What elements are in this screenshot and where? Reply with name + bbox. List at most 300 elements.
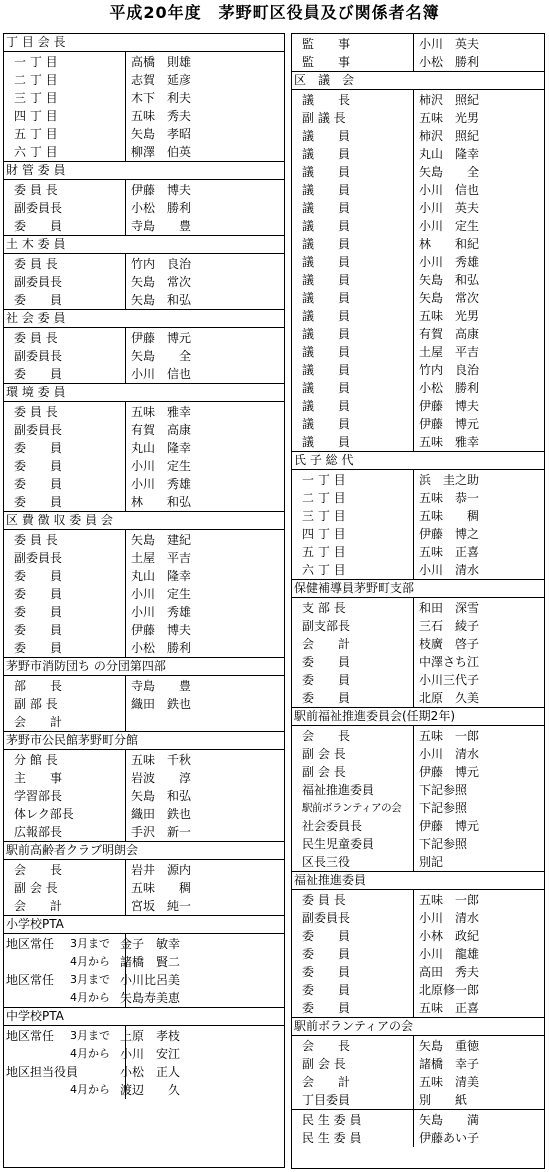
table-row [292,799,544,817]
role-label: 四 丁 目 [14,109,58,123]
term-label: 3月まで [70,1029,110,1042]
person-name: 矢島 常次 [131,275,192,289]
table-row [4,567,284,585]
role-label: 委 員 [14,623,63,637]
table-row [292,361,544,379]
table-row [292,1037,544,1055]
person-name: 小川 英夫 [419,201,480,215]
table-row [4,935,284,953]
role-label: 一 丁 目 [302,473,346,487]
person-name: 五味 雅幸 [419,435,480,449]
table-row [4,1027,284,1045]
person-name: 矢島 常次 [419,291,480,305]
table-row [292,109,544,127]
role-label [4,1081,114,1099]
role-label: 委 員 長 [302,893,346,907]
table-row [292,235,544,253]
role-label: 議 員 [302,165,351,179]
role-label: 委 員 長 [14,405,58,419]
table-row [292,999,544,1017]
person-name: 手沢 新一 [131,825,192,839]
role-label: 会 計 [302,637,351,651]
person-name: 小川 英夫 [419,37,480,51]
person-name: 五味 雅幸 [131,405,192,419]
table-row [4,989,284,1007]
table-row [4,585,284,603]
section [292,1018,544,1110]
role-label: 委 員 長 [14,533,58,547]
section [4,310,284,384]
section [292,580,544,708]
table-row [292,199,544,217]
person-name: 伊藤 博夫 [131,183,192,197]
table-row [292,963,544,981]
role-label: 会 計 [14,715,63,729]
table-row [292,671,544,689]
section [4,658,284,732]
table-row [4,329,284,347]
role-label: 委 員 [14,459,63,473]
section-title: 土 木 委 員 [4,236,284,254]
table-row [292,181,544,199]
role-label: 民 生 委 員 [302,1113,362,1127]
role-label: 一 丁 目 [14,55,58,69]
role-label: 三 丁 目 [14,91,58,105]
table-row [292,945,544,963]
table-row [4,787,284,805]
role-label: 丁目委員 [302,1093,351,1107]
person-name: 寺島 豊 [131,219,192,233]
table-row [292,927,544,945]
person-name: 竹内 良治 [419,363,480,377]
role-label: 委 員 [302,983,351,997]
person-name: 小川比呂美 [120,973,181,987]
person-name: 小川 定生 [131,459,192,473]
table-row [292,817,544,835]
role-label: 委 員 [302,691,351,705]
person-name: 五味 稠 [131,881,192,895]
role-label: 副 会 長 [302,1057,346,1071]
role-label: 委 員 [302,965,351,979]
page-title: 平成20年度 茅野町区役員及び関係者名簿 [109,3,440,22]
section-title: 駅前福祉推進委員会(任期2年) [292,708,544,726]
role-label: 委 員 [14,495,63,509]
role-label [4,1063,114,1081]
table-row [292,835,544,853]
role-label: 四 丁 目 [302,527,346,541]
table-row [292,289,544,307]
person-name: 小川 清水 [419,563,480,577]
role-label: 委 員 [14,219,63,233]
person-name: 伊藤あい子 [419,1131,480,1145]
role-label: 福祉推進委員 [302,783,375,797]
table-row [4,713,284,731]
table-row [4,365,284,383]
table-row [4,603,284,621]
table-row [292,1055,544,1073]
table-row [4,639,284,657]
person-name: 三石 綾子 [419,619,480,633]
table-row [4,71,284,89]
role-label: 委 員 [14,477,63,491]
table-row [292,981,544,999]
table-row [292,1129,544,1147]
table-row [4,621,284,639]
person-name: 丸山 隆幸 [419,147,480,161]
person-name: 林 和紀 [419,237,480,251]
role-label: 会 長 [14,863,63,877]
section [292,708,544,872]
table-row [292,561,544,579]
role-label: 五 丁 目 [14,127,58,141]
role-label: 委 員 [302,655,351,669]
role-label [4,1045,114,1063]
table-row [292,307,544,325]
role-label: 副委員長 [14,551,63,565]
table-row [4,751,284,769]
section-title: 駅前ボランティアの会 [292,1018,544,1036]
table-row [292,653,544,671]
role-label: 副 議 長 [302,111,346,125]
table-row [292,525,544,543]
table-row [292,433,544,451]
person-name: 北原修一郎 [419,983,480,997]
role-label: 支 部 長 [302,601,346,615]
person-name: 矢島寿美恵 [120,991,181,1005]
role-label [4,971,114,989]
person-name: 五味 清美 [419,1075,480,1089]
role-label: 議 員 [302,255,351,269]
table-row [292,727,544,745]
role-label: 委 員 [14,605,63,619]
role-label-main: 地区常任 [6,973,55,987]
table-row [4,971,284,989]
table-row [292,689,544,707]
role-label [4,935,114,953]
table-row [4,861,284,879]
role-label: 委 員 [14,293,63,307]
table-row [4,53,284,71]
person-name: 伊藤 博夫 [131,623,192,637]
section [292,72,544,452]
person-name: 柿沢 照紀 [419,129,480,143]
person-name: 矢島 満 [419,1113,480,1127]
person-name: 有賀 高康 [131,423,192,437]
person-name: 五味 一郎 [419,893,480,907]
section [292,1110,544,1147]
role-label: 委 員 [302,673,351,687]
person-name [125,713,284,731]
person-name: 柿沢 照紀 [419,93,480,107]
table-row [4,255,284,273]
table-row [4,107,284,125]
section [4,916,284,1008]
role-label: 副 会 長 [302,747,346,761]
person-name: 竹内 良治 [131,257,192,271]
role-label: 委 員 [14,569,63,583]
person-name: 伊藤 博夫 [419,399,480,413]
person-name: 諸橋 賢二 [120,955,181,969]
role-label: 議 員 [302,381,351,395]
role-label: 六 丁 目 [14,145,58,159]
person-name: 上原 孝枝 [120,1029,181,1043]
role-label: 学習部長 [14,789,63,803]
person-name: 寺島 豊 [131,679,192,693]
role-label: 委 員 [14,367,63,381]
table-row [292,781,544,799]
role-label: 副支部長 [302,619,351,633]
table-row [292,415,544,433]
person-name: 諸橋 幸子 [419,1057,480,1071]
person-name: 小川 定生 [419,219,480,233]
table-row [4,143,284,161]
role-label: 会 長 [302,729,351,743]
role-label: 六 丁 目 [302,563,346,577]
role-label: 会 計 [14,899,63,913]
section-title: 小学校PTA [4,916,284,934]
section [4,34,284,162]
table-row [292,379,544,397]
role-label: 民生児童委員 [302,837,375,851]
person-name: 矢島 和弘 [419,273,480,287]
person-name: 矢島 和弘 [131,789,192,803]
section [4,842,284,916]
person-name: 伊藤 博元 [419,417,480,431]
role-label [4,953,114,971]
table-row [292,635,544,653]
person-name: 五味 光男 [419,111,480,125]
role-label: 委 員 [302,1001,351,1015]
table-row [4,89,284,107]
table-row [4,549,284,567]
person-name: 矢島 重徳 [419,1039,480,1053]
role-label: 部 長 [14,679,63,693]
table-row [292,271,544,289]
person-name: 矢島 和弘 [131,293,192,307]
person-name: 岩波 淳 [131,771,192,785]
table-row [4,403,284,421]
table-row [292,163,544,181]
table-row [4,457,284,475]
table-row [4,1063,284,1081]
role-label: 委 員 [14,587,63,601]
role-label: 体レク部長 [14,807,74,821]
section-title: 環 境 委 員 [4,384,284,402]
role-label: 社会委員長 [302,819,363,833]
section [292,872,544,1018]
table-row [4,953,284,971]
role-label: 二 丁 目 [302,491,346,505]
role-label: 議 員 [302,399,351,413]
person-name: 小川 信也 [131,367,192,381]
person-name: 小松 勝利 [131,641,192,655]
role-label: 委 員 [302,929,351,943]
person-name: 小川 定生 [131,587,192,601]
person-name: 小川 安江 [120,1047,181,1061]
role-label: 会 計 [302,1075,351,1089]
role-label-main: 地区常任 [6,937,55,951]
role-label: 三 丁 目 [302,509,346,523]
person-name: 五味 千秋 [131,753,192,767]
table-row [4,493,284,511]
person-name: 小松 正人 [120,1065,181,1079]
role-label: 議 長 [302,93,351,107]
role-label: 委 員 [14,641,63,655]
role-label: 議 員 [302,435,351,449]
table-row [292,1111,544,1129]
table-row [292,853,544,871]
role-label: 議 員 [302,129,351,143]
person-name: 下記参照 [419,783,468,797]
role-label: 分 館 長 [14,753,58,767]
person-name: 枝廣 啓子 [419,637,480,651]
section-title: 中学校PTA [4,1008,284,1026]
section-title: 丁 目 会 長 [4,34,284,52]
table-row [292,599,544,617]
table-row [292,53,544,71]
person-name: 渡辺 久 [120,1083,181,1097]
section-title: 区 費 徴 収 委 員 会 [4,512,284,530]
table-row [4,1081,284,1099]
person-name: 小松 勝利 [419,55,480,69]
person-name: 伊藤 博元 [419,765,480,779]
right-column [291,33,545,1169]
person-name: 金子 敏幸 [120,937,181,951]
role-label: 議 員 [302,147,351,161]
table-row [292,253,544,271]
person-name: 五味 正喜 [419,1001,480,1015]
section-title: 区 議 会 [292,72,544,90]
person-name: 有賀 高康 [419,327,480,341]
person-name: 五味 光男 [419,309,480,323]
role-label: 議 員 [302,183,351,197]
section [4,512,284,658]
left-column [3,33,285,1168]
person-name: 伊藤 博元 [419,819,480,833]
person-name: 高田 秀夫 [419,965,480,979]
table-row [4,475,284,493]
role-label: 議 員 [302,309,351,323]
role-label: 区長三役 [302,855,351,869]
person-name: 矢島 建紀 [131,533,192,547]
person-name: 小川 信也 [419,183,480,197]
table-row [4,181,284,199]
term-label: 4月から [70,1047,110,1060]
term-label: 4月から [70,991,110,1004]
person-name: 小川 清水 [419,747,480,761]
table-row [292,489,544,507]
person-name: 別記 [419,855,444,869]
person-name: 小川 秀雄 [131,477,192,491]
person-name: 小川三代子 [419,673,480,687]
person-name: 中澤さち江 [419,655,480,669]
table-row [292,91,544,109]
role-label: 副 部 長 [14,697,58,711]
term-label: 3月まで [70,973,110,986]
person-name: 岩井 源内 [131,863,192,877]
table-row [4,217,284,235]
person-name: 和田 深雪 [419,601,480,615]
person-name: 浜 圭之助 [419,473,480,487]
person-name: 矢島 孝昭 [131,127,192,141]
role-label: 議 員 [302,291,351,305]
table-row [292,217,544,235]
table-row [4,823,284,841]
table-row [292,507,544,525]
person-name: 下記参照 [419,801,468,815]
person-name: 小川 秀雄 [131,605,192,619]
person-name: 五味 正喜 [419,545,480,559]
table-row [4,879,284,897]
person-name: 伊藤 博元 [131,331,192,345]
role-label: 監 事 [302,55,351,69]
role-label [4,989,114,1007]
section [292,34,544,72]
person-name: 小川 清水 [419,911,480,925]
table-row [292,763,544,781]
role-label: 議 員 [302,219,351,233]
role-label: 副委員長 [14,423,63,437]
table-row [292,471,544,489]
table-row [292,145,544,163]
table-row [292,745,544,763]
person-name: 小川 秀雄 [419,255,480,269]
table-row [292,891,544,909]
table-row [4,677,284,695]
role-label: 議 員 [302,345,351,359]
role-label: 監 事 [302,37,351,51]
person-name: 五味 恭一 [419,491,480,505]
person-name: 小林 政紀 [419,929,480,943]
role-label: 二 丁 目 [14,73,58,87]
role-label: 民 生 委 員 [302,1131,362,1145]
section-title: 駅前高齢者クラブ明朗会 [4,842,284,860]
role-label: 副委員長 [14,201,63,215]
table-row [4,531,284,549]
person-name: 矢島 全 [419,165,480,179]
role-label: 副委員長 [14,349,63,363]
section-title: 茅野市公民館茅野町分館 [4,732,284,750]
section [4,1008,284,1099]
role-label: 議 員 [302,201,351,215]
person-name: 小松 勝利 [419,381,480,395]
person-name: 別 紙 [419,1093,468,1107]
person-name: 丸山 隆幸 [131,569,192,583]
table-row [292,1073,544,1091]
role-label: 広報部長 [14,825,63,839]
role-label: 副 会 長 [14,881,58,895]
table-row [4,347,284,365]
person-name: 下記参照 [419,837,468,851]
role-label: 議 員 [302,237,351,251]
table-row [292,909,544,927]
role-label-main: 地区担当役員 [6,1065,79,1079]
person-name: 丸山 隆幸 [131,441,192,455]
role-label: 委 員 長 [14,331,58,345]
person-name: 柳澤 伯英 [131,145,192,159]
role-label: 議 員 [302,363,351,377]
role-label: 委 員 [14,441,63,455]
table-row [4,125,284,143]
person-name: 志賀 延彦 [131,73,192,87]
term-label: 4月から [70,1083,110,1096]
role-label: 五 丁 目 [302,545,346,559]
person-name: 五味 秀夫 [131,109,192,123]
role-label: 議 員 [302,273,351,287]
person-name: 小川 龍雄 [419,947,480,961]
person-name: 高橋 則雄 [131,55,192,69]
person-name: 織田 鉄也 [131,697,192,711]
